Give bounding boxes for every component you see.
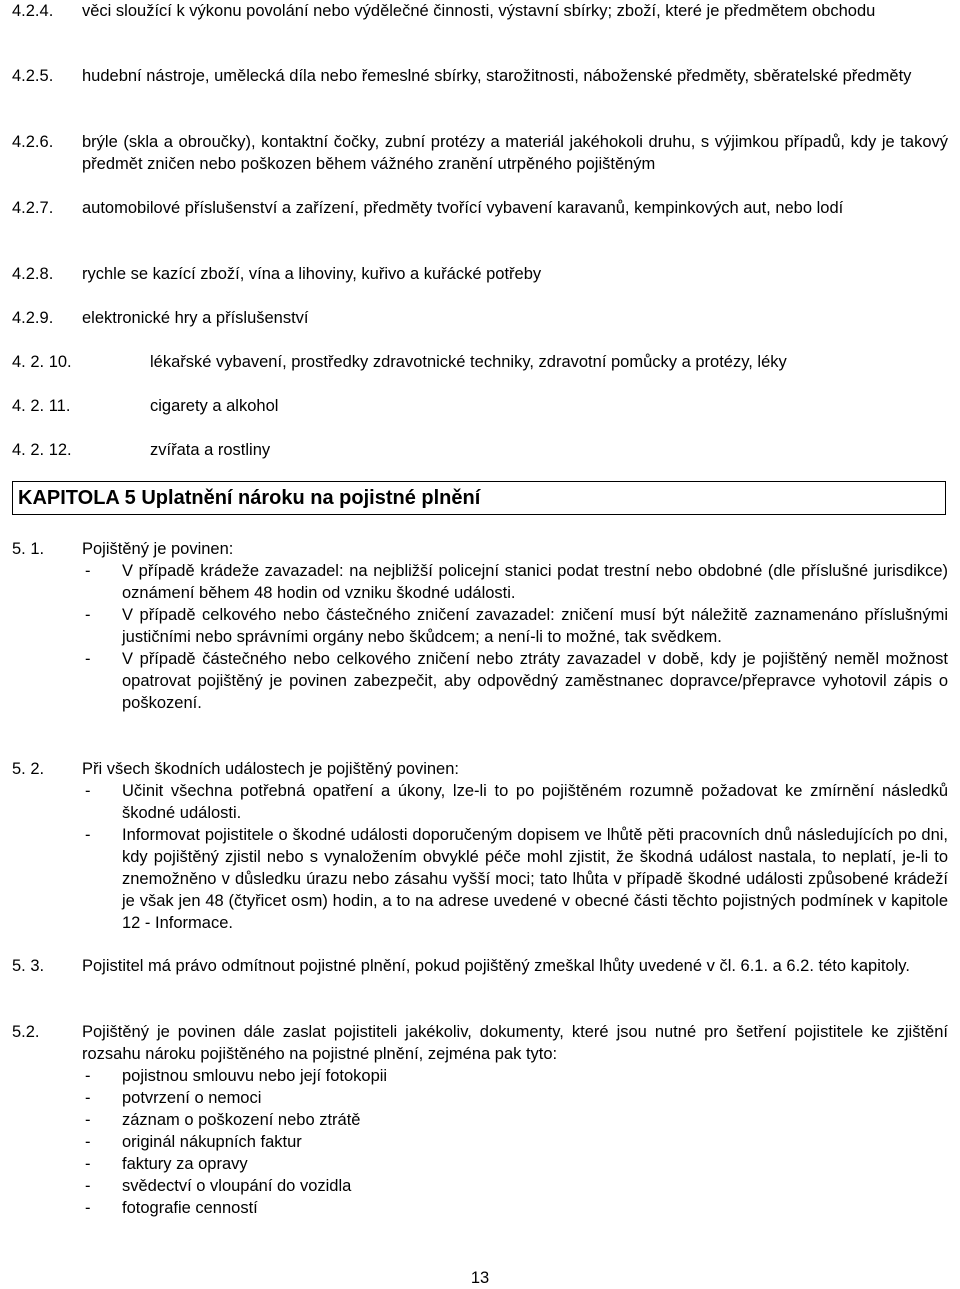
section-5-2 [12, 758, 948, 934]
item-text: lékařské vybavení, prostředky zdravotnické techniky, zdravotní pomůcky a protézy, léky [150, 353, 787, 371]
bullet-item: - potvrzení o nemoci [82, 1087, 948, 1109]
item-number: 4.2.5. [12, 67, 54, 85]
bullet-item: - pojistnou smlouvu nebo její fotokopii [82, 1065, 948, 1087]
section-5-2-documents [12, 1021, 948, 1219]
bullet-item: - V případě krádeže zavazadel: na nejbližší policejní stanici podat trestní nebo obdobné (dle příslušné jurisdikce) oznámení během 48 hodin od vzniku škodné události. [82, 560, 948, 604]
item-number: 4.2.4. [12, 2, 54, 20]
bullet-list [82, 780, 948, 934]
bullet-list [82, 1065, 948, 1219]
section-5-1 [12, 538, 948, 714]
item-text: automobilové příslušenství a zařízení, předměty tvořící vybavení karavanů, kempinkových aut, nebo lodí [82, 199, 844, 217]
bullet-item: - V případě celkového nebo částečného zničení zavazadel: zničení musí být náležitě zaznamenáno příslušnými justičními nebo správními orgány nebo škůdcem; a není-li to možné, tak svědkem. [82, 604, 948, 648]
bullet-item: - faktury za opravy [82, 1153, 948, 1175]
section-number: 5.2. [12, 1023, 40, 1041]
list-item [12, 439, 948, 461]
page-number: 13 [470, 1269, 490, 1287]
list-item [12, 263, 948, 285]
item-text: rychle se kazící zboží, vína a lihoviny, kuřivo a kuřácké potřeby [82, 265, 542, 283]
chapter-heading: KAPITOLA 5 Uplatnění nároku na pojistné plnění [12, 481, 946, 515]
section-number: 5. 3. [12, 957, 45, 975]
item-number: 4.2.6. [12, 133, 54, 151]
bullet-item: - fotografie cenností [82, 1197, 948, 1219]
bullet-list [82, 560, 948, 714]
list-item [12, 131, 948, 175]
item-text: hudební nástroje, umělecká díla nebo řemeslné sbírky, starožitnosti, náboženské předměty, sběratelské předměty [82, 67, 912, 85]
section-intro: Při všech škodních událostech je pojištěný povinen: [82, 760, 459, 778]
list-item [12, 395, 948, 417]
item-text: zvířata a rostliny [150, 441, 271, 459]
item-number: 4.2.7. [12, 199, 54, 217]
item-number: 4.2.8. [12, 265, 54, 283]
list-item [12, 307, 948, 329]
section-5-3 [12, 955, 948, 977]
item-number: 4.2.9. [12, 309, 54, 327]
document-page [12, 0, 948, 1286]
item-text: věci sloužící k výkonu povolání nebo výdělečné činnosti, výstavní sbírky; zboží, které je předmětem obchodu [82, 2, 876, 20]
bullet-item: - svědectví o vloupání do vozidla [82, 1175, 948, 1197]
item-text: brýle (skla a obroučky), kontaktní čočky, zubní protézy a materiál jakéhokoli druhu, s výjimkou případů, kdy je takový předmět zničen nebo poškozen během vážného zranění utrpěného pojištěným [82, 133, 948, 173]
bullet-item: - Učinit všechna potřebná opatření a úkony, lze-li to po pojištěném rozumně požadovat ke zmírnění následků škodné události. [82, 780, 948, 824]
section-number: 5. 1. [12, 540, 45, 558]
section-intro: Pojištěný je povinen dále zaslat pojistiteli jakékoliv, dokumenty, které jsou nutné pro šetření pojistitele ke zjištění rozsahu nároku pojištěného na pojistné plnění, zejména pak tyto: [82, 1023, 948, 1063]
bullet-item: - záznam o poškození nebo ztrátě [82, 1109, 948, 1131]
list-item [12, 197, 948, 219]
item-number: 4. 2. 10. [12, 353, 72, 371]
section-intro: Pojištěný je povinen: [82, 540, 234, 558]
bullet-item: - Informovat pojistitele o škodné události doporučeným dopisem ve lhůtě pěti pracovních dnů následujících po dni, kdy pojištěný zjistil nebo s vynaložením obvyklé péče mohl zjistit, že škodná událost nastala, to neplatí, je-li to znemožněno v důsledku úrazu nebo zásahu vyšší moci; tato lhůta v případě škodné události způsobené krádeží je však jen 48 (čtyřicet osm) hodin, a to na adrese uvedené v obecné části těchto pojistných podmínek v kapitole 12 - Informace. [82, 824, 948, 934]
section-text: Pojistitel má právo odmítnout pojistné plnění, pokud pojištěný zmeškal lhůty uvedené v čl. 6.1. a 6.2. této kapitoly. [82, 957, 910, 975]
section-number: 5. 2. [12, 760, 45, 778]
item-number: 4. 2. 11. [12, 397, 71, 415]
list-item [12, 65, 948, 87]
bullet-item: - V případě částečného nebo celkového zničení nebo ztráty zavazadel v době, kdy je pojištěný neměl možnost opatrovat pojištěný je povinen zabezpečit, aby odpovědný zaměstnanec dopravce/přepravce vyhotovil zápis o poškození. [82, 648, 948, 714]
list-item [12, 351, 948, 373]
list-item [12, 0, 948, 22]
bullet-item: - originál nákupních faktur [82, 1131, 948, 1153]
item-number: 4. 2. 12. [12, 441, 72, 459]
item-text: elektronické hry a příslušenství [82, 309, 309, 327]
item-text: cigarety a alkohol [150, 397, 279, 415]
